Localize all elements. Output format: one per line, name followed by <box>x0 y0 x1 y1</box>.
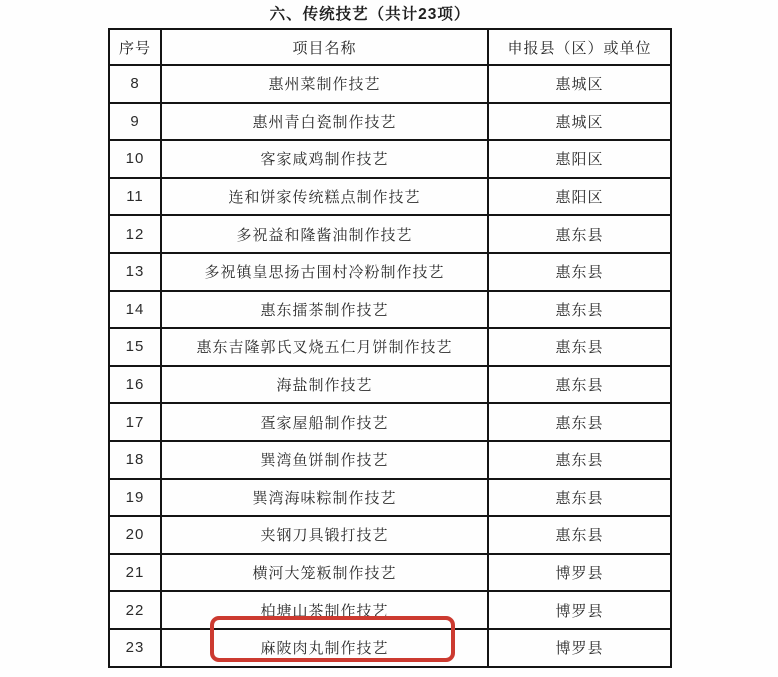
table-row <box>109 591 671 629</box>
declaring-unit-cell: 惠东县 <box>488 215 671 253</box>
row-index-cell: 8 <box>109 65 161 103</box>
row-index-cell: 15 <box>109 328 161 366</box>
row-index-cell: 14 <box>109 291 161 329</box>
declaring-unit-cell: 惠东县 <box>488 291 671 329</box>
table-row <box>109 403 671 441</box>
project-name-cell: 多祝镇皇思扬古围村冷粉制作技艺 <box>161 253 488 291</box>
project-name-cell: 巽湾海味粽制作技艺 <box>161 479 488 517</box>
table-row <box>109 479 671 517</box>
row-index-cell: 12 <box>109 215 161 253</box>
declaring-unit-cell: 惠东县 <box>488 253 671 291</box>
row-index-cell: 18 <box>109 441 161 479</box>
col-header-declaring-unit: 申报县（区）或单位 <box>488 29 671 65</box>
project-name-cell: 连和饼家传统糕点制作技艺 <box>161 178 488 216</box>
row-index-cell: 19 <box>109 479 161 517</box>
section-title: 六、传统技艺（共计23项） <box>269 6 471 23</box>
project-name-cell: 惠东擂茶制作技艺 <box>161 291 488 329</box>
declaring-unit-cell: 博罗县 <box>488 629 671 667</box>
declaring-unit-cell: 惠阳区 <box>488 178 671 216</box>
declaring-unit-cell: 惠东县 <box>488 516 671 554</box>
table-row <box>109 253 671 291</box>
project-name-cell: 柏塘山茶制作技艺 <box>161 591 488 629</box>
table-row <box>109 516 671 554</box>
row-index-cell: 13 <box>109 253 161 291</box>
project-name-cell: 惠东吉隆郭氏叉烧五仁月饼制作技艺 <box>161 328 488 366</box>
table-row <box>109 65 671 103</box>
declaring-unit-cell: 博罗县 <box>488 591 671 629</box>
project-name-cell: 夹钢刀具锻打技艺 <box>161 516 488 554</box>
table-row <box>109 629 671 667</box>
project-name-cell: 巽湾鱼饼制作技艺 <box>161 441 488 479</box>
table-row <box>109 178 671 216</box>
header-row <box>109 29 671 65</box>
declaring-unit-cell: 惠阳区 <box>488 140 671 178</box>
declaring-unit-cell: 惠东县 <box>488 479 671 517</box>
table-row <box>109 103 671 141</box>
row-index-cell: 9 <box>109 103 161 141</box>
crafts-table <box>108 28 672 668</box>
row-index-cell: 20 <box>109 516 161 554</box>
declaring-unit-cell: 惠城区 <box>488 65 671 103</box>
table-row <box>109 140 671 178</box>
project-name-cell: 麻陂肉丸制作技艺 <box>161 629 488 667</box>
row-index-cell: 11 <box>109 178 161 216</box>
row-index-cell: 16 <box>109 366 161 404</box>
table-body <box>109 65 671 667</box>
row-index-cell: 17 <box>109 403 161 441</box>
declaring-unit-cell: 博罗县 <box>488 554 671 592</box>
project-name-cell: 客家咸鸡制作技艺 <box>161 140 488 178</box>
project-name-cell: 多祝益和隆酱油制作技艺 <box>161 215 488 253</box>
project-name-cell: 横河大笼粄制作技艺 <box>161 554 488 592</box>
table-row <box>109 441 671 479</box>
table-row <box>109 328 671 366</box>
declaring-unit-cell: 惠东县 <box>488 328 671 366</box>
table-row <box>109 366 671 404</box>
project-name-cell: 惠州菜制作技艺 <box>161 65 488 103</box>
declaring-unit-cell: 惠东县 <box>488 366 671 404</box>
declaring-unit-cell: 惠东县 <box>488 403 671 441</box>
project-name-cell: 疍家屋船制作技艺 <box>161 403 488 441</box>
row-index-cell: 22 <box>109 591 161 629</box>
col-header-project-name: 项目名称 <box>161 29 488 65</box>
declaring-unit-cell: 惠东县 <box>488 441 671 479</box>
table-row <box>109 291 671 329</box>
row-index-cell: 23 <box>109 629 161 667</box>
declaring-unit-cell: 惠城区 <box>488 103 671 141</box>
table-row <box>109 554 671 592</box>
col-header-index: 序号 <box>109 29 161 65</box>
table-row <box>109 215 671 253</box>
row-index-cell: 10 <box>109 140 161 178</box>
project-name-cell: 惠州青白瓷制作技艺 <box>161 103 488 141</box>
row-index-cell: 21 <box>109 554 161 592</box>
project-name-cell: 海盐制作技艺 <box>161 366 488 404</box>
